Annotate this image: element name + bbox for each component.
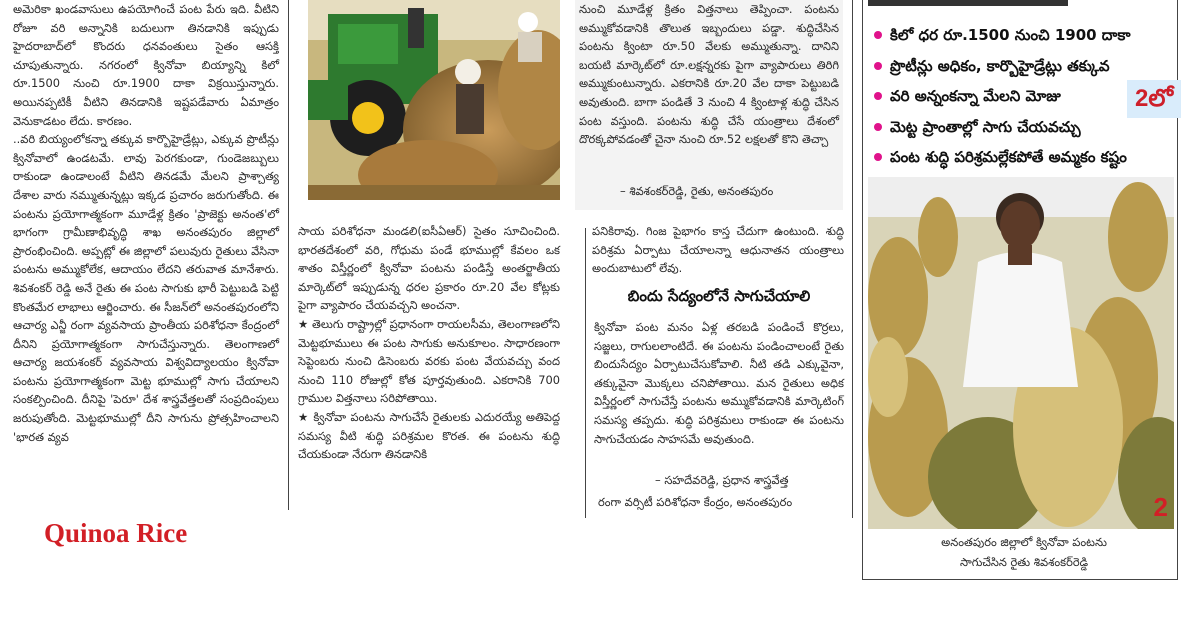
drip-irrigation-heading: బిందు సేద్యంలోనే సాగుచేయాలి <box>627 287 811 305</box>
highlight-item: కిలో ధర రూ.1500 నుంచి 1900 దాకా <box>874 20 1174 51</box>
article-column-2 <box>298 222 560 464</box>
highlight-item: మెట్ట ప్రాంతాల్లో సాగు చేయవచ్చు <box>874 112 1174 143</box>
highlight-item: పంట శుద్ధి పరిశ్రమల్లేకపోతే అమ్మకం కష్టం <box>874 142 1174 173</box>
quinoa-rice-title: Quinoa Rice <box>44 518 188 548</box>
article-column-4-body <box>594 318 844 448</box>
sidebar-top-decor <box>868 0 1068 6</box>
photo-caption: అనంతపురం జిల్లాలో క్వినోవా పంటను సాగుచేసిన రైతు శివశంకర్‌రెడ్డి <box>941 535 1107 569</box>
column-divider <box>288 0 289 510</box>
paragraph: సాయ పరిశోధనా మండలి(ఐసీఏఆర్) సైతం సూచించింది. భారతదేశంలో వరి, గోధుమ పండే భూముల్లో కేవలం ఒక శాతం విస్తీర్ణంలో క్వినోవా పంటను పండిస్తే అంతర్జాతీయ మార్కెట్‌లో ఇప్పుడున్న ధరల ప్రకారం రూ.20 వేల కోట్లకు పైగా వ్యాపారం చేయవచ్చని అంచనా. <box>298 224 560 313</box>
highlight-item: ప్రొటీన్లు అధికం, కార్బొహైడ్రేట్లు తక్కువ <box>874 51 1174 82</box>
scientist-credit-name: – సహదేవరెడ్డి, ప్రధాన శాస్త్రవేత్త <box>655 473 789 487</box>
article-column-1 <box>13 0 279 446</box>
farmer-photo <box>868 177 1174 529</box>
bullet-paragraph: ★ తెలుగు రాష్ట్రాల్లో ప్రధానంగా రాయలసీమ, తెలంగాణలోని మెట్టభూములు ఈ పంట సాగుకు అనుకూలం. సాధారణంగా సెప్టెంబరు నుంచి డిసెంబరు వరకు పంట వేయవచ్చు వంద నుంచి 110 రోజుల్లో కోత పూర్తవుతుంది. ఎకరానికి 700 గ్రాముల విత్తనాలు సరిపోతాయి. <box>298 316 560 406</box>
bullet-dot-icon <box>874 31 882 39</box>
star-icon: ★ <box>298 409 314 424</box>
column-divider <box>862 0 863 580</box>
bullet-dot-icon <box>874 153 882 161</box>
scientist-credit-affiliation: రంగా వర్సిటీ పరిశోధనా కేంద్రం, అనంతపురం <box>598 495 793 509</box>
bullet-dot-icon <box>874 92 882 100</box>
article-column-4 <box>592 222 844 278</box>
column-divider <box>852 0 853 518</box>
paragraph: నుంచి మూడేళ్ల క్రితం విత్తనాలు తెప్పించా. పంటను అమ్ముకోవడానికి తొలుత ఇబ్బందులు పడ్డా. శుద్ధిచేసిన పంటను క్వింటా రూ.50 వేలకు అమ్ముతున్నా. దానిని బయటి మార్కెట్‌లో రూ.లక్షన్నరకు పైగా వ్యాపారులు తిరిగి అమ్ముకుంటున్నారు. ఎకరానికి రూ.20 వేల దాకా పెట్టుబడి అవుతుంది. బాగా పండితే 3 నుంచి 4 క్వింటాళ్ల శుద్ధి చేసిన పంట వస్తుంది. పంటను శుద్ధి చేసే యంత్రాలు దేశంలో దొరక్కపోవడంతో చైనా నుంచి రూ.52 లక్షలతో కొని తెచ్చా <box>579 2 839 147</box>
paragraph: అమెరికా ఖండవాసులు ఉపయోగించే పంట పేరు ఇది. వీటిని రోజూ వరి అన్నానికి బదులుగా తినడానికి ఇప్పుడు హైదరాబాద్‌లో కొందరు ధనవంతులు సైతం ఆసక్తి చూపుతున్నారు. నగరంలో క్వినోవా బియ్యాన్ని కిలో రూ.1500 నుంచి రూ.1900 దాకా విక్రయిస్తున్నారు. అయినప్పటికీ వీటిని తినడానికి ఇష్టపడేవారు ఏమాత్రం వెనుకాడటం లేదు. కారణం. <box>13 2 279 128</box>
column-divider <box>585 228 586 518</box>
highlight-item: వరి అన్నంకన్నా మేలని మోజు <box>874 81 1174 112</box>
bullet-dot-icon <box>874 62 882 70</box>
paragraph: ..వరి బియ్యంలోకన్నా తక్కువ కార్బొహైడ్రేట్లు, ఎక్కువ ప్రొటీన్లు క్వినోవాలో ఉండటమే. లావు పెరగకుండా, గుండెజబ్బులు రాకుండా ఉండాలంటే వీటిని తినడమే మేలని ప్రాశ్చాత్య దేశాల వారు నమ్ముతున్నట్లు ఇక్కడ ప్రచారం జరుగుతోంది. ఈ పంటను ప్రయోగాత్మకంగా మూడేళ్ల క్రితం 'ప్రాజెక్టు అనంత'లో భాగంగా గ్రామీణాభివృద్ధి శాఖ అనంతపురం జిల్లాలో ప్రారంభించింది. అప్పట్లో ఈ జిల్లాలో పలువురు రైతులు వేసినా పంటను అమ్ముకోలేక, ఆదాయం లేదని తరువాత మానేశారు. శివశంకర్ రెడ్డి అనే రైతు ఈ పంట సాగుకు భారీ పెట్టుబడి పెట్టి కొంతమేర లాభాలు ఆర్జించారు. ఈ సీజన్‌లో అనంతపురంలోని ఆచార్య ఎన్జీ రంగా వ్యవసాయ ప్రాంతీయ పరిశోధనా కేంద్రంలో దీనిని ప్రయోగాత్మకంగా సాగుచేస్తున్నారు. తెలంగాణలో ఆచార్య జయశంకర్ వ్యవసాయ విశ్వవిద్యాలయం క్వినోవా పంటను ప్రయోగాత్మకంగా మెట్ట భూముల్లో సాగు చేయాలని సంకల్పించింది. దీనిపై 'పెరూ' దేశ శాస్త్రవేత్తలతో సంప్రదింపులు జరుపుతోంది. మెట్టభూముల్లో దీని సాగును ప్రోత్సహించాలని 'భారత వ్యవ <box>13 132 279 444</box>
star-icon: ★ <box>298 316 312 331</box>
page-reference-badge: 2లో <box>1127 80 1181 118</box>
farmer-quote-box <box>575 0 843 210</box>
farmer-credit: – శివశంకర్‌రెడ్డి, రైతు, అనంతపురం <box>620 184 774 198</box>
page-number-badge: 2 <box>1153 492 1168 522</box>
bullet-paragraph: ★ క్వినోవా పంటను సాగుచేసే రైతులకు ఎదురయ్యే అతిపెద్ద సమస్య వీటి శుద్ధి పరిశ్రమల కొరత. ఈ పంటను శుద్ధి చేయకుండా నేరుగా తినడానికి <box>298 409 560 462</box>
paragraph: పనికిరావు. గింజ పైభాగం కాస్త చేదుగా ఉంటుంది. శుద్ధి పరిశ్రమ ఏర్పాటు చేయాలన్నా ఆధునాతన యంత్రాలు అందుబాటులో లేవు. <box>592 224 844 276</box>
page-border <box>862 579 1178 580</box>
bullet-dot-icon <box>874 123 882 131</box>
paragraph: క్వినోవా పంట మనం ఏళ్ల తరబడి పండించే కొర్రలు, సజ్జలు, రాగులలాంటిదే. ఈ పంటను పండించాలంటే రైతు బిందుసేద్యం ఏర్పాటుచేసుకోవాలి. నీటి తడి ఎక్కువైనా, తక్కువైనా మొక్కలు చనిపోతాయి. మన రైతులు అధిక విస్తీర్ణంలో సాగుచేస్తే పంటను అమ్ముకోవడానికి మార్కెటింగ్ సమస్య తప్పదు. శుద్ధి పరిశ్రమలు రాకుండా ఈ పంటను సాగుచేయడం సాహసమే అవుతుంది. <box>594 320 844 446</box>
harvest-field-photo <box>308 0 560 200</box>
